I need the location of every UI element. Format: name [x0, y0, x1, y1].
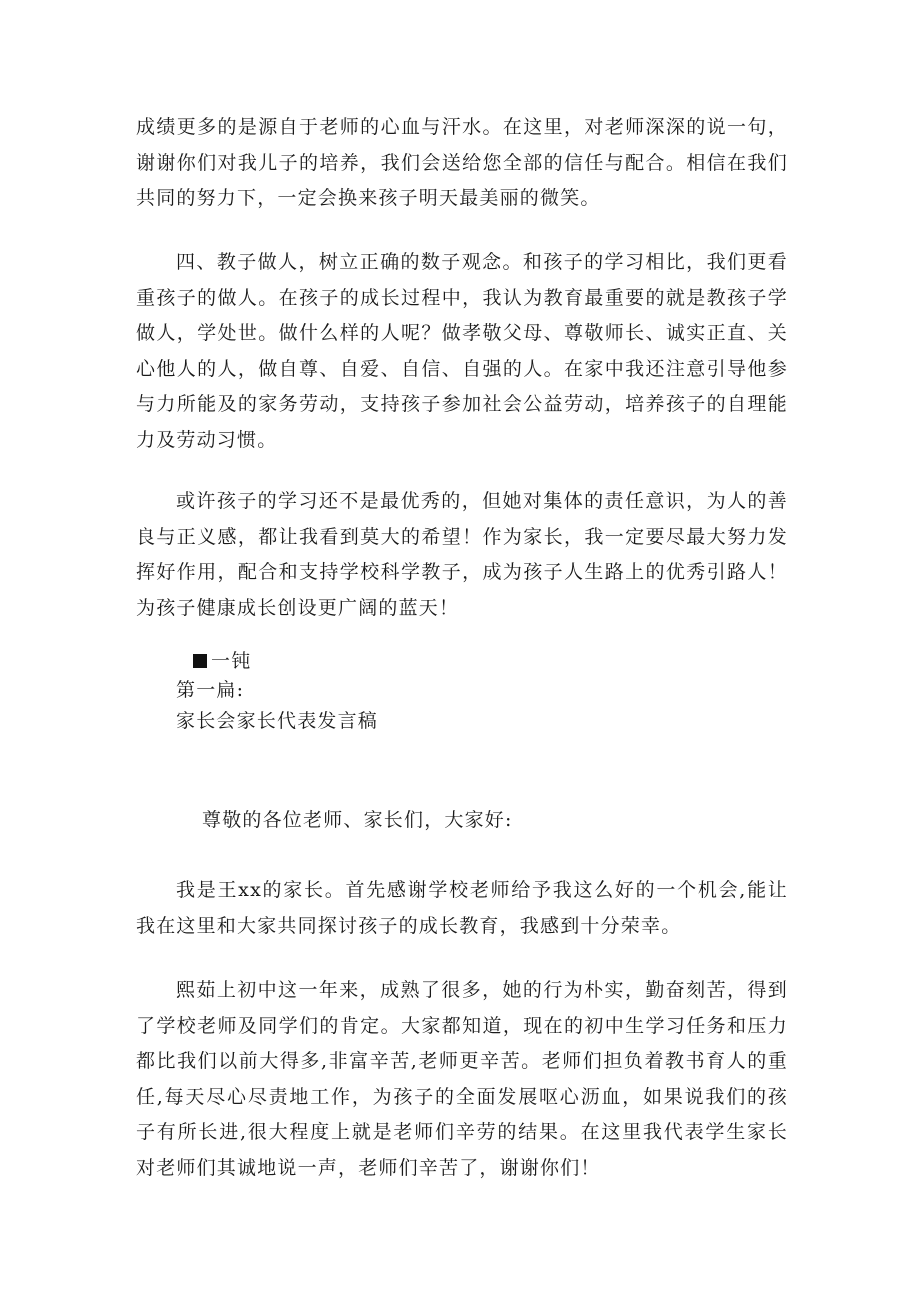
section-marker-text: 一钝 [211, 650, 252, 672]
black-square-icon [193, 654, 207, 668]
paragraph-responsibility: 或许孩子的学习还不是最优秀的，但她对集体的责任意识，为人的善良与正义感，都让我看到莫大的希望！作为家长，我一定要尽最大努力发挥好作用，配合和支持学校科学教子，成为孩子人生路上的优秀引路人！为孩子健康成长创设更广阔的蓝天！ [136, 490, 788, 619]
paragraph-gratitude-continuation: 成绩更多的是源自于老师的心血与汗水。在这里，对老师深深的说一句，谢谢你们对我儿子的培养，我们会送给您全部的信任与配合。相信在我们共同的努力下，一定会换来孩子明天最美丽的微笑。 [136, 116, 788, 210]
greeting-line: 尊敬的各位老师、家长们，大家好: [202, 809, 513, 831]
paragraph-thanks-teachers: 熙茹上初中这一年来，成熟了很多，她的行为朴实，勤奋刻苦，得到了学校老师及同学们的肯定。大家都知道，现在的初中生学习任务和压力都比我们以前大得多,非富辛苦,老师更辛苦。老师们担负着教书育人的重任,每天尽心尽责地工作，为孩子的全面发展呕心沥血，如果说我们的孩子有所长进,很大程度上就是老师们辛劳的结果。在这里我代表学生家长对老师们其诚地说一声，老师们辛苦了，谢谢你们！ [136, 979, 788, 1179]
section-title: 家长会家长代表发言稿 [176, 710, 379, 732]
section-marker [193, 647, 251, 675]
paragraph-teach-character: 四、教子做人，树立正确的数子观念。和孩子的学习相比，我们更看重孩子的做人。在孩子的成长过程中，我认为教育最重要的就是教孩子学做人，学处世。做什么样的人呢？做孝敬父母、尊敬师长、诚实正直、关心他人的人，做自尊、自爱、自信、自强的人。在家中我还注意引导他参与力所能及的家务劳动，支持孩子参加社会公益劳动，培养孩子的自理能力及劳动习惯。 [136, 251, 788, 451]
section-label: 第一扁: [176, 679, 245, 701]
paragraph-introduction: 我是王xx的家长。首先感谢学校老师给予我这么好的一个机会,能让我在这里和大家共同探讨孩子的成长教育，我感到十分荣幸。 [136, 879, 788, 937]
